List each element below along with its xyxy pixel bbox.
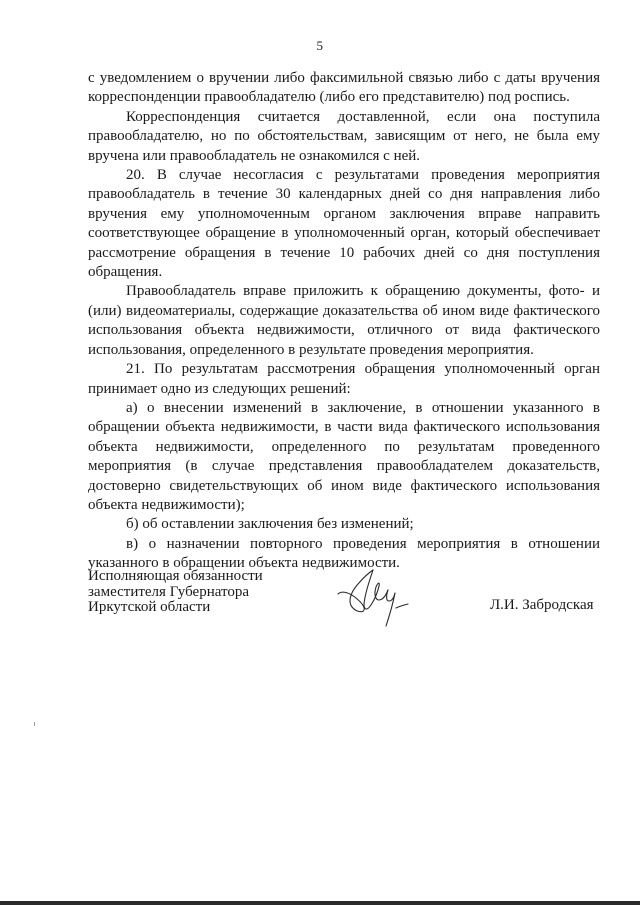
signatory-position xyxy=(88,569,263,616)
paragraph-decision-c: в) о назначении повторного проведения мероприятия в отношении указанного в обращении объекта недвижимости. xyxy=(88,535,600,572)
page-number: 5 xyxy=(316,38,324,53)
signatory-position-line: Исполняющая обязанности xyxy=(88,568,263,584)
document-body xyxy=(88,69,600,574)
signatory-name: Л.И. Забродская xyxy=(490,597,594,613)
paragraph-item-21: 21. По результатам рассмотрения обращения уполномоченный орган принимает одно из следующих решений: xyxy=(88,361,600,397)
paragraph-delivery-method: с уведомлением о вручении либо факсимильной связью либо с даты вручения корреспонденции правообладателю (либо его представителю) под роспись. xyxy=(88,70,600,106)
paragraph-attachments: Правообладатель вправе приложить к обращению документы, фото- и (или) видеоматериалы, содержащие доказательства об ином виде фактического использования объекта недвижимости, отличного от вида фактического использования, определенного в результате проведения мероприятия. xyxy=(88,283,600,358)
handwritten-signature xyxy=(334,560,416,630)
paragraph-item-20: 20. В случае несогласия с результатами проведения мероприятия правообладатель в течение 30 календарных дней со дня направления либо вручения ему уполномоченным органом заключения вправе направить соответствующее обращение в уполномоченный орган, который обеспечивает рассмотрение обращения в течение 10 рабочих дней со дня поступления обращения. xyxy=(88,167,600,281)
scan-bottom-edge xyxy=(0,901,640,905)
signatory-position-line: заместителя Губернатора xyxy=(88,583,250,600)
paragraph-decision-b: б) об оставлении заключения без изменений; xyxy=(126,516,414,533)
paragraph-correspondence-delivered: Корреспонденция считается доставленной, если она поступила правообладателю, но по обстоятельствам, зависящим от него, не была ему вручена или правообладатель не ознакомился с ней. xyxy=(88,108,600,164)
paragraph-decision-a: а) о внесении изменений в заключение, в отношении указанного в обращении объекта недвижимости, в части вида фактического использования объекта недвижимости, определенного по результатам проведенного мероприятия (в случае представления правообладателем доказательств, достоверно свидетельствующих об ином виде фактического использования объекта недвижимости); xyxy=(88,399,600,513)
scan-speck xyxy=(34,722,35,726)
signatory-position-line: Иркутской области xyxy=(88,599,211,615)
